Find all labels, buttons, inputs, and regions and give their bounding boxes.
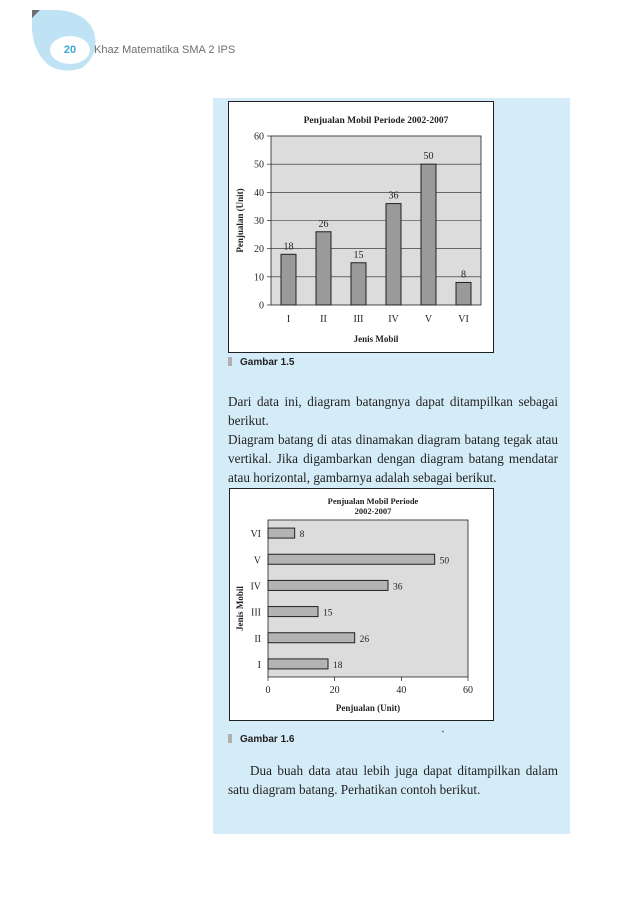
y-tick-label: 10 bbox=[254, 272, 264, 284]
plot-area bbox=[268, 520, 468, 677]
stray-mark: ` bbox=[441, 728, 445, 742]
data-label: 18 bbox=[283, 241, 294, 253]
figure-caption-2 bbox=[228, 734, 294, 745]
y-tick-label: III bbox=[251, 607, 261, 619]
x-tick-label: III bbox=[353, 314, 364, 325]
x-tick-label: V bbox=[424, 314, 433, 325]
caption-marker bbox=[228, 734, 232, 743]
caption-text: Gambar 1.6 bbox=[240, 734, 295, 745]
data-label: 15 bbox=[353, 249, 364, 261]
data-label: 26 bbox=[318, 218, 329, 230]
chart-title-line: Penjualan Mobil Periode bbox=[327, 496, 419, 506]
figure-caption-1 bbox=[228, 357, 294, 368]
x-axis-label: Penjualan (Unit) bbox=[335, 703, 401, 713]
x-tick-label: I bbox=[286, 314, 291, 325]
data-label: 50 bbox=[439, 556, 450, 567]
bar bbox=[351, 263, 366, 305]
bar bbox=[268, 554, 435, 564]
bar bbox=[281, 254, 296, 305]
running-title: Khaz Matematika SMA 2 IPS bbox=[94, 44, 236, 56]
x-tick-label: 0 bbox=[265, 685, 271, 696]
horizontal-bar-chart-svg bbox=[230, 489, 493, 720]
chart-title-line: 2002-2007 bbox=[354, 506, 392, 516]
data-label: 8 bbox=[299, 530, 305, 541]
y-tick-label: 60 bbox=[254, 131, 264, 143]
data-label: 8 bbox=[461, 269, 466, 281]
paragraph-1 bbox=[228, 392, 558, 487]
bar bbox=[268, 528, 295, 538]
x-tick-label: 60 bbox=[463, 685, 473, 696]
vertical-bar-chart-svg bbox=[229, 102, 493, 352]
bar bbox=[268, 580, 388, 590]
chart-title: Penjualan Mobil Periode 2002-2007 bbox=[303, 116, 449, 126]
y-tick-label: 20 bbox=[254, 244, 264, 256]
y-axis-label: Jenis Mobil bbox=[235, 586, 245, 631]
data-label: 36 bbox=[388, 190, 399, 202]
y-tick-label: 40 bbox=[254, 187, 264, 199]
bar bbox=[268, 633, 355, 643]
paragraph-1-line-1: Dari data ini, diagram batangnya dapat ditampilkan sebagai berikut. bbox=[228, 394, 558, 428]
bar bbox=[316, 232, 331, 305]
x-tick-label: 20 bbox=[329, 685, 340, 696]
data-label: 18 bbox=[333, 660, 343, 671]
caption-text: Gambar 1.5 bbox=[240, 357, 295, 368]
y-tick-label: I bbox=[257, 659, 261, 671]
paragraph-2: Dua buah data atau lebih juga dapat ditampilkan dalam satu diagram batang. Perhatikan contoh berikut. bbox=[228, 763, 558, 797]
vertical-bar-chart bbox=[228, 101, 494, 353]
y-tick-label: V bbox=[253, 555, 261, 567]
bar bbox=[268, 659, 328, 669]
paragraph-1-line-2: Diagram batang di atas dinamakan diagram batang tegak atau vertikal. Jika digambarkan dengan diagram batang mendatar atau horizontal, gambarnya adalah sebagai berikut. bbox=[228, 432, 558, 485]
bar bbox=[421, 164, 436, 305]
horizontal-bar-chart bbox=[229, 488, 494, 721]
data-label: 15 bbox=[323, 608, 333, 619]
page-number: 20 bbox=[50, 36, 90, 64]
y-tick-label: 50 bbox=[254, 159, 264, 171]
data-label: 36 bbox=[393, 582, 403, 593]
x-axis-label: Jenis Mobil bbox=[353, 334, 399, 344]
x-tick-label: II bbox=[320, 314, 327, 325]
x-tick-label: VI bbox=[458, 314, 469, 325]
y-tick-label: II bbox=[254, 633, 261, 645]
data-label: 50 bbox=[423, 151, 434, 163]
data-label: 26 bbox=[359, 634, 370, 645]
y-tick-label: 30 bbox=[254, 216, 264, 227]
x-tick-label: IV bbox=[388, 314, 399, 325]
y-axis-label: Penjualan (Unit) bbox=[235, 188, 245, 253]
y-tick-label: IV bbox=[250, 581, 261, 593]
bar bbox=[456, 282, 471, 305]
bar bbox=[268, 607, 318, 617]
y-tick-label: VI bbox=[250, 529, 261, 541]
y-tick-label: 0 bbox=[259, 300, 264, 312]
caption-marker bbox=[228, 357, 232, 366]
x-tick-label: 40 bbox=[396, 685, 407, 696]
bar bbox=[386, 204, 401, 305]
